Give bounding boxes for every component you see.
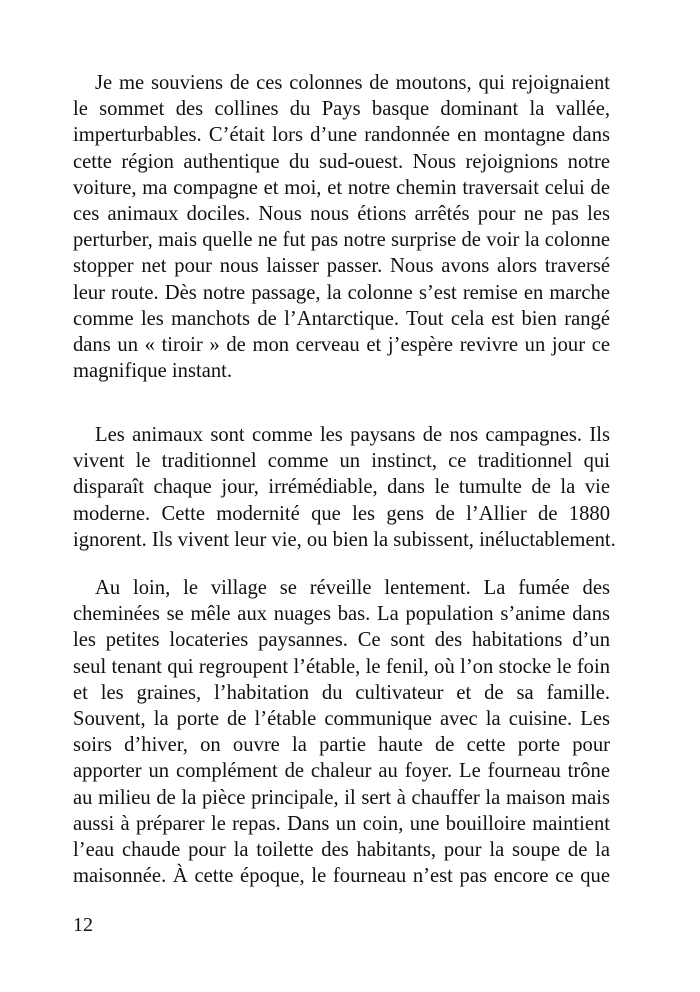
text-line: perturber, mais quelle ne fut pas notre surprise de voir la colonne: [73, 229, 610, 252]
paragraph-sheep-memory: [73, 70, 610, 384]
text-line: stopper net pour nous laisser passer. Nous avons alors traversé: [73, 255, 610, 278]
paragraph-village-morning: [73, 575, 610, 889]
text-line: apporter un complément de chaleur au foyer. Le fourneau trône: [73, 760, 610, 783]
text-line: Au loin, le village se réveille lentement. La fumée des: [95, 577, 610, 599]
text-line: le sommet des collines du Pays basque dominant la vallée,: [73, 98, 610, 121]
text-line: ces animaux dociles. Nous nous étions arrêtés pour ne pas les: [73, 203, 610, 226]
text-line: magnifique instant.: [73, 360, 232, 383]
text-line: seul tenant qui regroupent l’étable, le fenil, où l’on stocke le foin: [73, 655, 610, 678]
text-line: l’eau chaude pour la toilette des habitants, pour la soupe de la: [73, 839, 610, 862]
text-line: cette région authentique du sud-ouest. Nous rejoignions notre: [73, 150, 610, 173]
text-line: aussi à préparer le repas. Dans un coin, une bouilloire maintient: [73, 812, 610, 835]
text-line: voiture, ma compagne et moi, et notre chemin traversait celui de: [73, 176, 610, 199]
text-line: au milieu de la pièce principale, il sert à chauffer la maison mais: [73, 786, 610, 809]
text-line: maisonnée. À cette époque, le fourneau n’est pas encore ce que: [73, 865, 610, 888]
text-line: moderne. Cette modernité que les gens de l’Allier de 1880: [73, 502, 610, 525]
text-line: dans un « tiroir » de mon cerveau et j’espère revivre un jour ce: [73, 334, 610, 357]
text-line: ignorent. Ils vivent leur vie, ou bien la subissent, inéluctablement.: [73, 528, 616, 551]
text-line: disparaît chaque jour, irrémédiable, dans le tumulte de la vie: [73, 476, 610, 499]
page-number: 12: [73, 914, 93, 936]
text-line: Je me souviens de ces colonnes de moutons, qui rejoignaient: [95, 72, 610, 94]
text-line: imperturbables. C’était lors d’une randonnée en montagne dans: [73, 124, 610, 147]
text-line: cheminées se mêle aux nuages bas. La population s’anime dans: [73, 603, 610, 626]
text-line: Les animaux sont comme les paysans de nos campagnes. Ils: [95, 424, 610, 446]
text-line: et les graines, l’habitation du cultivateur et de sa famille.: [73, 681, 610, 704]
text-line: vivent le traditionnel comme un instinct, ce traditionnel qui: [73, 450, 610, 473]
text-line: soirs d’hiver, on ouvre la partie haute de cette porte pour: [73, 734, 610, 757]
text-line: leur route. Dès notre passage, la colonne s’est remise en marche: [73, 281, 610, 304]
text-line: comme les manchots de l’Antarctique. Tout cela est bien rangé: [73, 307, 610, 330]
text-line: les petites locateries paysannes. Ce sont des habitations d’un: [73, 629, 610, 652]
paragraph-animals-peasants: [73, 422, 616, 553]
text-line: Souvent, la porte de l’étable communique avec la cuisine. Les: [73, 708, 610, 731]
